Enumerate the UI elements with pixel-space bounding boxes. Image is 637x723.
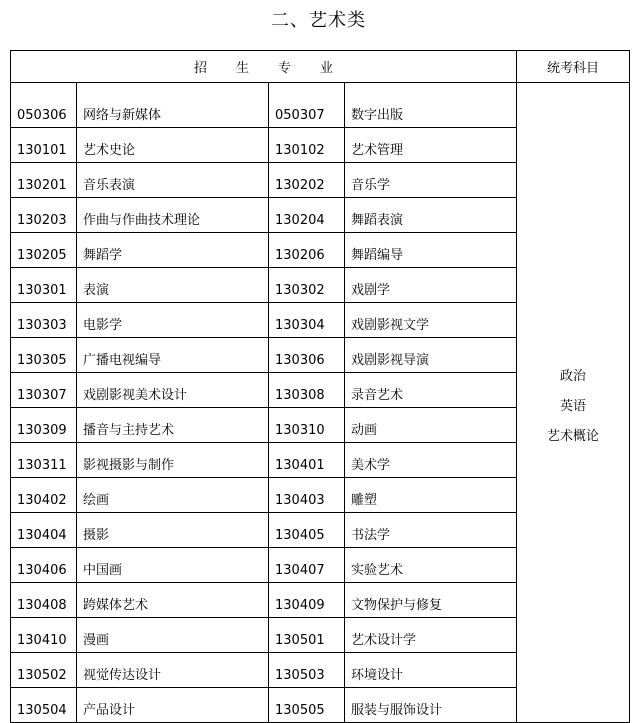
header-char: 专 — [277, 61, 291, 76]
major-name: 文物保护与修复 — [345, 583, 517, 618]
major-name: 动画 — [345, 408, 517, 443]
major-name: 网络与新媒体 — [77, 83, 269, 128]
major-code: 050307 — [269, 83, 345, 128]
major-code: 130501 — [269, 618, 345, 653]
major-code: 130202 — [269, 163, 345, 198]
major-code: 130504 — [11, 688, 77, 723]
major-code: 130503 — [269, 653, 345, 688]
major-name: 跨媒体艺术 — [77, 583, 269, 618]
major-code: 130309 — [11, 408, 77, 443]
major-name: 音乐表演 — [77, 163, 269, 198]
major-name: 数字出版 — [345, 83, 517, 128]
major-code: 130203 — [11, 198, 77, 233]
major-name: 电影学 — [77, 303, 269, 338]
major-code: 130408 — [11, 583, 77, 618]
major-code: 130404 — [11, 513, 77, 548]
exam-subject: 艺术概论 — [546, 428, 599, 444]
major-code: 130102 — [269, 128, 345, 163]
major-name: 绘画 — [77, 478, 269, 513]
header-char: 业 — [319, 61, 333, 76]
major-code: 130407 — [269, 548, 345, 583]
major-code: 130303 — [11, 303, 77, 338]
major-name: 音乐学 — [345, 163, 517, 198]
major-name: 表演 — [77, 268, 269, 303]
major-name: 录音艺术 — [345, 373, 517, 408]
major-code: 130302 — [269, 268, 345, 303]
major-name: 视觉传达设计 — [77, 653, 269, 688]
major-name: 戏剧影视美术设计 — [77, 373, 269, 408]
major-name: 播音与主持艺术 — [77, 408, 269, 443]
major-name: 雕塑 — [345, 478, 517, 513]
major-name: 实验艺术 — [345, 548, 517, 583]
major-code: 130406 — [11, 548, 77, 583]
major-code: 130311 — [11, 443, 77, 478]
major-code: 130304 — [269, 303, 345, 338]
major-code: 130205 — [11, 233, 77, 268]
header-majors — [11, 51, 517, 83]
major-code: 130310 — [269, 408, 345, 443]
major-code: 130405 — [269, 513, 345, 548]
major-code: 130505 — [269, 688, 345, 723]
major-name: 书法学 — [345, 513, 517, 548]
major-code: 130204 — [269, 198, 345, 233]
major-name: 摄影 — [77, 513, 269, 548]
header-char: 招 — [193, 61, 207, 76]
major-name: 艺术史论 — [77, 128, 269, 163]
major-code: 050306 — [11, 83, 77, 128]
major-code: 130308 — [269, 373, 345, 408]
major-name: 漫画 — [77, 618, 269, 653]
major-name: 中国画 — [77, 548, 269, 583]
major-name: 环境设计 — [345, 653, 517, 688]
page-title: 二、艺术类 — [271, 10, 366, 31]
major-name: 戏剧影视文学 — [345, 303, 517, 338]
major-code: 130307 — [11, 373, 77, 408]
major-code: 130410 — [11, 618, 77, 653]
major-name: 艺术管理 — [345, 128, 517, 163]
major-code: 130206 — [269, 233, 345, 268]
major-code: 130502 — [11, 653, 77, 688]
exam-subject: 政治 — [559, 368, 586, 384]
major-name: 美术学 — [345, 443, 517, 478]
major-code: 130301 — [11, 268, 77, 303]
major-name: 舞蹈表演 — [345, 198, 517, 233]
major-name: 艺术设计学 — [345, 618, 517, 653]
header-char: 生 — [235, 61, 249, 76]
major-code: 130306 — [269, 338, 345, 373]
major-code: 130401 — [269, 443, 345, 478]
major-name: 戏剧影视导演 — [345, 338, 517, 373]
major-code: 130305 — [11, 338, 77, 373]
major-name: 作曲与作曲技术理论 — [77, 198, 269, 233]
header-subjects: 统考科目 — [517, 51, 630, 83]
exam-subject: 英语 — [559, 398, 586, 414]
table-header-row — [11, 51, 630, 83]
major-name: 戏剧学 — [345, 268, 517, 303]
majors-table — [10, 50, 630, 723]
major-name: 影视摄影与制作 — [77, 443, 269, 478]
major-name: 产品设计 — [77, 688, 269, 723]
major-name: 服装与服饰设计 — [345, 688, 517, 723]
major-name: 舞蹈学 — [77, 233, 269, 268]
table-row — [11, 83, 630, 128]
major-code: 130402 — [11, 478, 77, 513]
major-code: 130101 — [11, 128, 77, 163]
major-name: 广播电视编导 — [77, 338, 269, 373]
major-code: 130403 — [269, 478, 345, 513]
major-code: 130201 — [11, 163, 77, 198]
exam-subjects-cell — [517, 83, 630, 723]
major-name: 舞蹈编导 — [345, 233, 517, 268]
major-code: 130409 — [269, 583, 345, 618]
